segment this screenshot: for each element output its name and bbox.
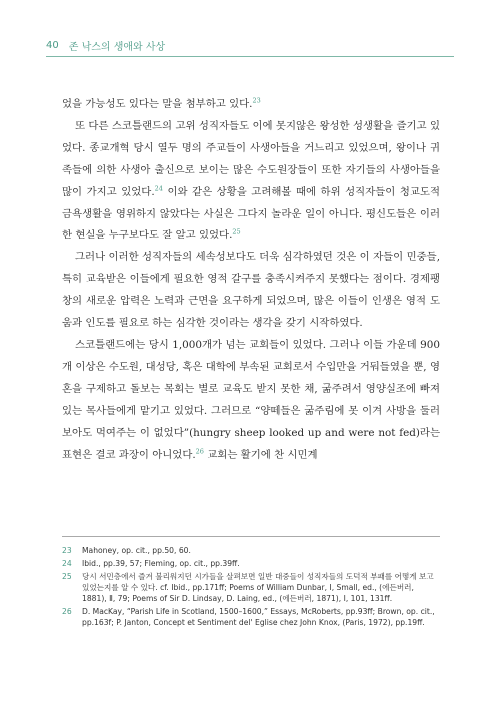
footnote-item [62,558,440,569]
footnote-number: 26 [62,607,72,616]
footnote-number: 25 [62,572,72,581]
footnotes [62,545,440,630]
footnote-ref[interactable]: 26 [195,447,204,456]
footnote-text: Ibid., pp.39, 57; Fleming, op. cit., pp.39ff. [82,559,240,568]
footnote-number: 23 [62,546,72,555]
footnote-item [62,545,440,556]
footnote-ref[interactable]: 25 [232,227,241,236]
paragraph: 었을 가능성도 있다는 말을 첨부하고 있다.$^{23}$ [62,96,261,110]
footnote-divider [62,536,440,537]
book-title: 존 낙스의 생애와 사상 [68,42,166,53]
footnote-text: 당시 서민층에서 즐겨 불리워지던 시가들을 살펴보면 일반 대중들이 성직자들의 도덕적 부패를 어떻게 보고 있었는지를 알 수 있다. cf. Ibid., pp.171ff; Poems of William Dunbar, I, Small, ed., (에든버러, 1881), Ⅱ, 79; Poems of Sir D. Lindsay, D. Laing, ed., (에든버러, 1871), Ⅰ, 101, 131ff. [82,572,434,603]
running-header [46,38,165,53]
footnote-text: Mahoney, op. cit., pp.50, 60. [82,546,191,555]
footnote-text: D. MacKay, “Parish Life in Scotland, 1500–1600,” Essays, McRoberts, pp.93ff; Brown, op. cit., pp.163f; P. Janton, Concept et Sentiment del' Eglise chez John Knox, (Paris, 1972), pp.19ff. [82,607,435,627]
page-number: 40 [46,40,59,51]
body-text [62,94,440,466]
footnote-item [62,571,440,604]
footnote-number: 24 [62,559,72,568]
footnote-item [62,606,440,628]
paragraph: 그러나 이러한 성직자들의 세속성보다도 더욱 심각하였던 것은 이 자들이 민중들, 특히 교육받은 이들에게 필요한 영적 갈구를 충족시켜주지 못했다는 점이다. 경제팽창의 새로운 압력은 노력과 근면을 요구하게 되었으며, 많은 이들이 인생은 영적 도움과 인도를 필요로 하는 심각한 것이라는 생각을 갖기 시작하였다. [62,251,440,330]
paragraph: 스코틀랜드에는 당시 1,000개가 넘는 교회들이 있었다. 그러나 이들 가운데 900개 이상은 수도원, 대성당, 혹은 대학에 부속된 교회로서 수입만을 거둬들였을 뿐, 영혼을 구제하고 돌보는 목회는 별로 교육도 받지 못한 채, 굶주려서 영양실조에 빠져있는 목사들에게 맡기고 있었다. 그러므로 “양떼들은 굶주림에 못 이겨 사방을 둘러보아도 먹여주는 이 없었다”(hungry sheep looked up and were not fed)라는 표현은 결코 과장이 아니었다.$^{26}$ 교회는 활기에 찬 시민계 [62,338,440,461]
paragraph: 또 다른 스코틀랜드의 고위 성직자들도 이에 못지않은 왕성한 성생활을 즐기고 있었다. 종교개혁 당시 열두 명의 주교들이 사생아들을 거느리고 있었으며, 왕이나 귀족들에 의한 사생아 출신으로 보이는 많은 수도원장들이 또한 자기들의 사생아들을 많이 가지고 있었다.$^{24}$ 이와 같은 상황을 고려해볼 때에 하위 성직자들이 청교도적 금욕생활을 영위하지 않았다는 사실은 그다지 놀라운 일이 아니다. 평신도들은 이러한 현실을 누구보다도 잘 알고 있었다.$^{25}$ [62,119,440,242]
footnote-ref[interactable]: 24 [154,184,163,193]
header-rule [46,56,454,57]
footnote-ref[interactable]: 23 [252,96,261,105]
